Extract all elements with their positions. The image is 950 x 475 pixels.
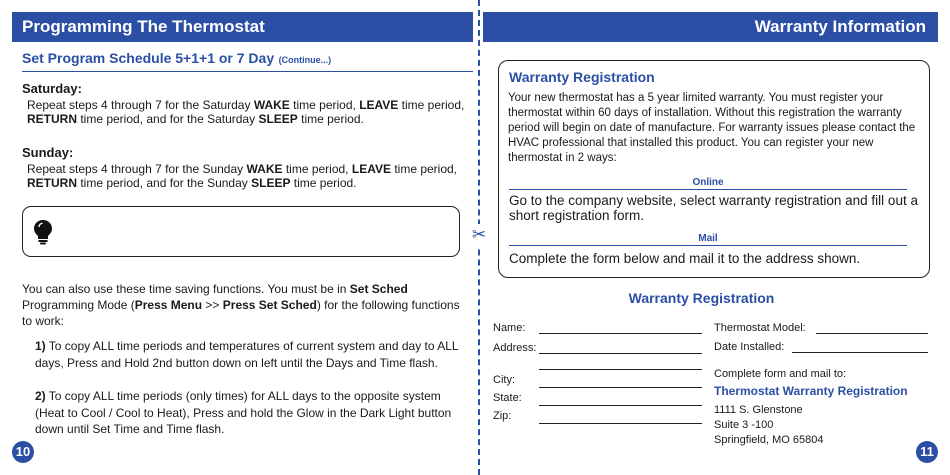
right-page	[483, 0, 950, 475]
address-field-line-2[interactable]	[539, 369, 702, 370]
name-field[interactable]	[539, 333, 702, 334]
tip-box	[22, 206, 460, 257]
online-text: Go to the company website, select warranty registration and fill out a short registration form.	[509, 193, 918, 223]
city-label: City:	[493, 374, 515, 386]
page-number-left: 10	[12, 441, 34, 463]
state-label: State:	[493, 392, 522, 404]
section-title: Set Program Schedule 5+1+1 or 7 Day	[22, 50, 275, 66]
zip-field[interactable]	[539, 423, 702, 424]
saturday-text: Repeat steps 4 through 7 for the Saturday WAKE time period, LEAVE time period, RETURN time period, and for the Saturday SLEEP time period.	[27, 98, 465, 126]
model-label: Thermostat Model:	[714, 322, 806, 334]
sunday-text: Repeat steps 4 through 7 for the Sunday WAKE time period, LEAVE time period, RETURN time period, and for the Sunday SLEEP time period.	[27, 162, 458, 190]
left-page	[0, 0, 473, 475]
left-banner: Programming The Thermostat	[12, 12, 473, 42]
address-line: Suite 3 -100	[714, 419, 774, 431]
model-field[interactable]	[816, 333, 928, 334]
list-item: 1) To copy ALL time periods and temperatures of current system and day to ALL days, Press and Hold 2nd button down on left until the Days and Time flash.	[35, 339, 459, 370]
lightbulb-icon	[33, 219, 53, 245]
warranty-info-box	[498, 60, 930, 278]
sunday-title: Sunday:	[22, 145, 74, 160]
section-heading	[22, 50, 473, 72]
address-line: Springfield, MO 65804	[714, 434, 824, 446]
list-item: 2) To copy ALL time periods (only times) for ALL days to the opposite system (Heat to Cool / Cool to Heat), Press and hold the Glow in the Dark Light button down until Set Time and Time flash.	[35, 389, 452, 436]
section-subtitle: (Continue...)	[278, 55, 332, 65]
scissors-icon: ✂	[471, 225, 487, 244]
saturday-title: Saturday:	[22, 81, 82, 96]
mail-label: Mail	[509, 233, 907, 246]
address-label: Address:	[493, 342, 537, 354]
date-installed-field[interactable]	[792, 352, 928, 353]
form-title: Warranty Registration	[628, 290, 775, 306]
right-banner: Warranty Information	[483, 12, 938, 42]
state-field[interactable]	[539, 405, 702, 406]
city-field[interactable]	[539, 387, 702, 388]
online-label: Online	[509, 177, 907, 190]
address-field[interactable]	[539, 353, 702, 354]
page-number-right: 11	[916, 441, 938, 463]
address-line: 1111 S. Glenstone	[714, 404, 803, 416]
warranty-box-body: Your new thermostat has a 5 year limited warranty. You must register your thermostat within 60 days of installation. Without this registration the warranty period will begin on date of manufacture. For warranty issues please contact the HVAC professional that installed this product. You can register your new thermostat in 2 ways:	[508, 92, 916, 164]
date-installed-label: Date Installed:	[714, 341, 785, 353]
mail-text: Complete the form below and mail it to the address shown.	[509, 251, 861, 266]
zip-label: Zip:	[493, 410, 512, 422]
mail-to-name: Thermostat Warranty Registration	[714, 384, 908, 398]
warranty-box-title: Warranty Registration	[509, 69, 655, 85]
functions-intro: You can also use these time saving functions. You must be in Set Sched Programming Mode (Press Menu >> Press Set Sched) for the following functions to work:	[22, 282, 460, 328]
name-label: Name:	[493, 322, 526, 334]
mail-to-intro: Complete form and mail to:	[714, 368, 847, 380]
